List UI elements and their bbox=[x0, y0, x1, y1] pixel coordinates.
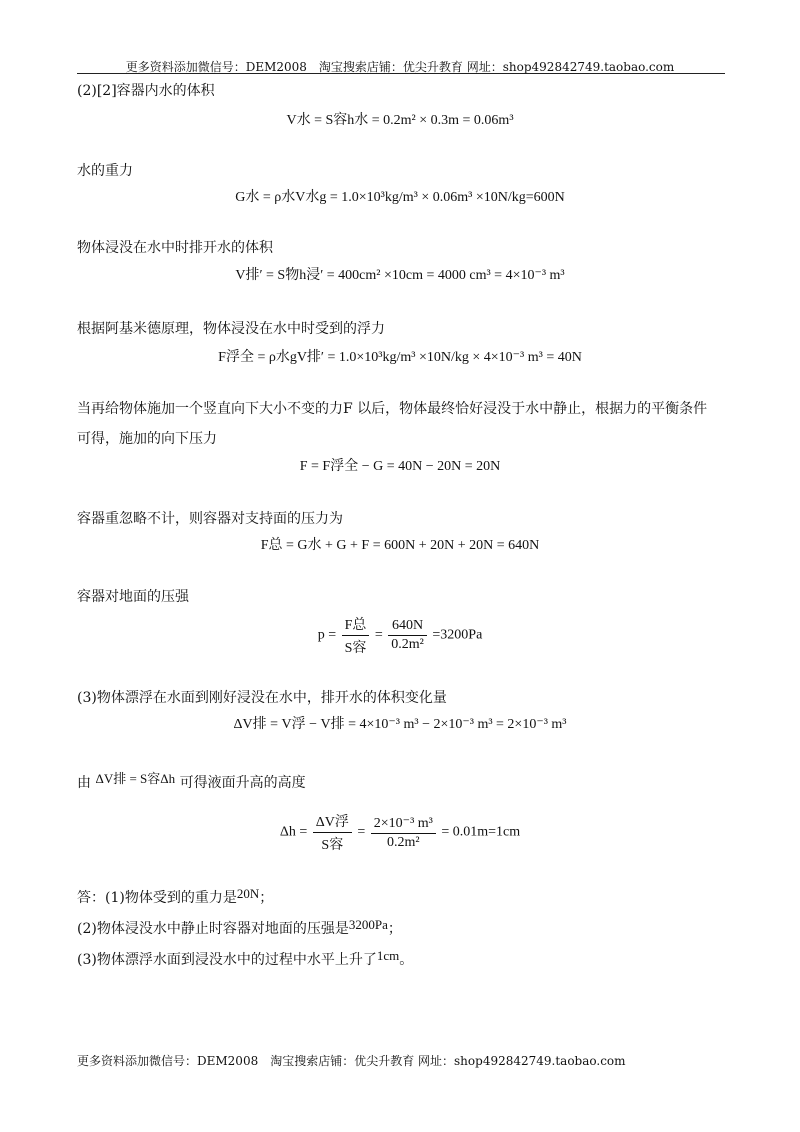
answer-value: 1cm bbox=[376, 948, 400, 963]
equation: F浮全 = ρ水gV排′ = 1.0×10³kg/m³ ×10N/kg × 4×10⁻³ m³ = 40N bbox=[218, 350, 582, 365]
text-line: 根据阿基米德原理，物体浸没在水中时受到的浮力 bbox=[77, 321, 385, 337]
equation: G水 = ρ水V水g = 1.0×10³kg/m³ × 0.06m³ ×10N/kg=600N bbox=[235, 190, 565, 205]
text-line-inline-eq bbox=[77, 768, 306, 792]
text-prefix: 由 bbox=[77, 775, 91, 791]
equation-fraction bbox=[0, 614, 800, 657]
answer-punct: ； bbox=[387, 921, 402, 937]
eq-sign: = bbox=[357, 824, 366, 840]
denominator: 0.2m² bbox=[387, 834, 420, 850]
text-line: 容器重忽略不计，则容器对支持面的压力为 bbox=[77, 511, 343, 527]
numerator: ΔV浮 bbox=[313, 811, 352, 833]
answer-line bbox=[77, 917, 402, 938]
answer-text: (2)物体浸没水中静止时容器对地面的压强是 bbox=[77, 921, 349, 937]
equation: V排′ = S物h浸′ = 400cm² ×10cm = 4000 cm³ = 4×10⁻³ m³ bbox=[235, 268, 565, 283]
answer-value: 20N bbox=[236, 886, 260, 901]
text-line: 水的重力 bbox=[77, 163, 133, 179]
equation: F总 = G水 + G + F = 600N + 20N + 20N = 640N bbox=[260, 538, 540, 553]
answer-text: 答：(1)物体受到的重力是 bbox=[77, 890, 237, 906]
numerator: 640N bbox=[388, 618, 427, 636]
eq-lhs: p = bbox=[317, 627, 337, 643]
equation: V水 = S容h水 = 0.2m² × 0.3m = 0.06m³ bbox=[286, 113, 514, 128]
answer-line bbox=[77, 948, 413, 969]
eq-sign: = bbox=[374, 627, 383, 643]
eq-lhs: Δh = bbox=[279, 824, 308, 840]
answer-value: 3200Pa bbox=[348, 917, 388, 932]
text-line: 容器对地面的压强 bbox=[77, 589, 189, 605]
denominator: S容 bbox=[344, 641, 367, 656]
eq-rhs: =3200Pa bbox=[432, 627, 483, 643]
header-divider bbox=[77, 73, 725, 74]
fraction bbox=[313, 811, 352, 854]
fraction bbox=[388, 618, 427, 653]
numerator: 2×10⁻³ m³ bbox=[371, 815, 436, 834]
answer-line bbox=[77, 886, 273, 907]
text-suffix: 可得液面升高的高度 bbox=[179, 775, 306, 791]
answer-text: (3)物体漂浮水面到浸没水中的过程中水平上升了 bbox=[77, 952, 377, 968]
equation: ΔV排 = V浮 − V排 = 4×10⁻³ m³ − 2×10⁻³ m³ = 2×10⁻³ m³ bbox=[233, 717, 567, 732]
text-line: 当再给物体施加一个竖直向下大小不变的力F 以后，物体最终恰好浸没于水中静止，根据力的平衡条件 bbox=[77, 401, 708, 417]
text-line: (3)物体漂浮在水面到刚好浸没在水中，排开水的体积变化量 bbox=[77, 690, 447, 706]
denominator: 0.2m² bbox=[391, 637, 424, 652]
text-line: 物体浸没在水中时排开水的体积 bbox=[77, 240, 273, 256]
answer-punct: 。 bbox=[399, 952, 414, 968]
equation-fraction bbox=[0, 811, 800, 854]
text-line: (2)[2]容器内水的体积 bbox=[77, 83, 215, 99]
denominator: S容 bbox=[321, 838, 344, 853]
answer-punct: ； bbox=[259, 890, 274, 906]
eq-rhs: = 0.01m=1cm bbox=[441, 824, 521, 840]
page-header: 更多资料添加微信号：DEM2008 淘宝搜索店铺：优尖升教育 网址：shop492842749.taobao.com bbox=[125, 60, 675, 74]
page-footer: 更多资料添加微信号：DEM2008 淘宝搜索店铺：优尖升教育 网址：shop492842749.taobao.com bbox=[77, 1054, 626, 1068]
inline-equation: ΔV排 = S容Δh bbox=[95, 771, 176, 786]
text-line: 可得，施加的向下压力 bbox=[77, 431, 217, 447]
equation: F = F浮全 − G = 40N − 20N = 20N bbox=[299, 459, 501, 474]
numerator: F总 bbox=[342, 614, 370, 636]
fraction bbox=[371, 815, 436, 851]
fraction bbox=[342, 614, 370, 657]
